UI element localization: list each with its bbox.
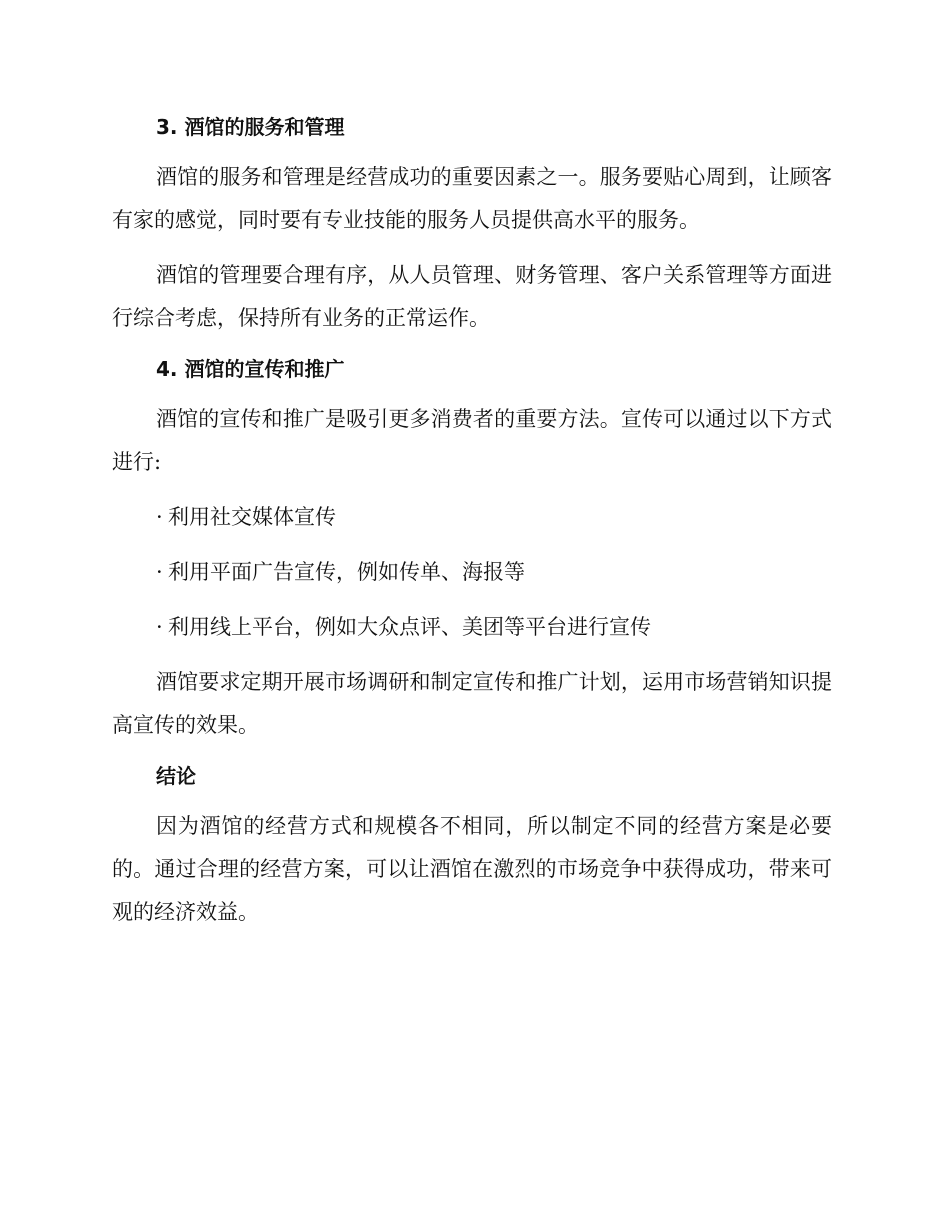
paragraph: 酒馆的管理要合理有序，从人员管理、财务管理、客户关系管理等方面进行综合考虑，保持所有业务的正常运作。 <box>112 263 832 330</box>
section-heading-conclusion: 结论 <box>156 764 196 788</box>
section-heading-promotion: 4. 酒馆的宣传和推广 <box>156 357 345 381</box>
paragraph: 酒馆的服务和管理是经营成功的重要因素之一。服务要贴心周到，让顾客有家的感觉，同时要有专业技能的服务人员提供高水平的服务。 <box>112 165 832 232</box>
list-item-text: 利用线上平台，例如大众点评、美团等平台进行宣传 <box>168 615 651 639</box>
list-item <box>112 496 832 539</box>
bullet-icon: · <box>156 615 163 639</box>
paragraph: 因为酒馆的经营方式和规模各不相同，所以制定不同的经营方案是必要的。通过合理的经营方案，可以让酒馆在激烈的市场竞争中获得成功，带来可观的经济效益。 <box>112 814 832 924</box>
document-body <box>112 110 832 946</box>
section-heading-service: 3. 酒馆的服务和管理 <box>156 115 345 139</box>
bullet-icon: · <box>156 560 163 584</box>
paragraph: 酒馆要求定期开展市场调研和制定宣传和推广计划，运用市场营销知识提高宣传的效果。 <box>112 670 832 737</box>
list-item <box>112 551 832 594</box>
list-item-text: 利用社交媒体宣传 <box>168 505 336 529</box>
list-item-text: 利用平面广告宣传，例如传单、海报等 <box>168 560 525 584</box>
bullet-icon: · <box>156 505 163 529</box>
list-item <box>112 606 832 649</box>
paragraph: 酒馆的宣传和推广是吸引更多消费者的重要方法。宣传可以通过以下方式进行: <box>112 407 832 474</box>
